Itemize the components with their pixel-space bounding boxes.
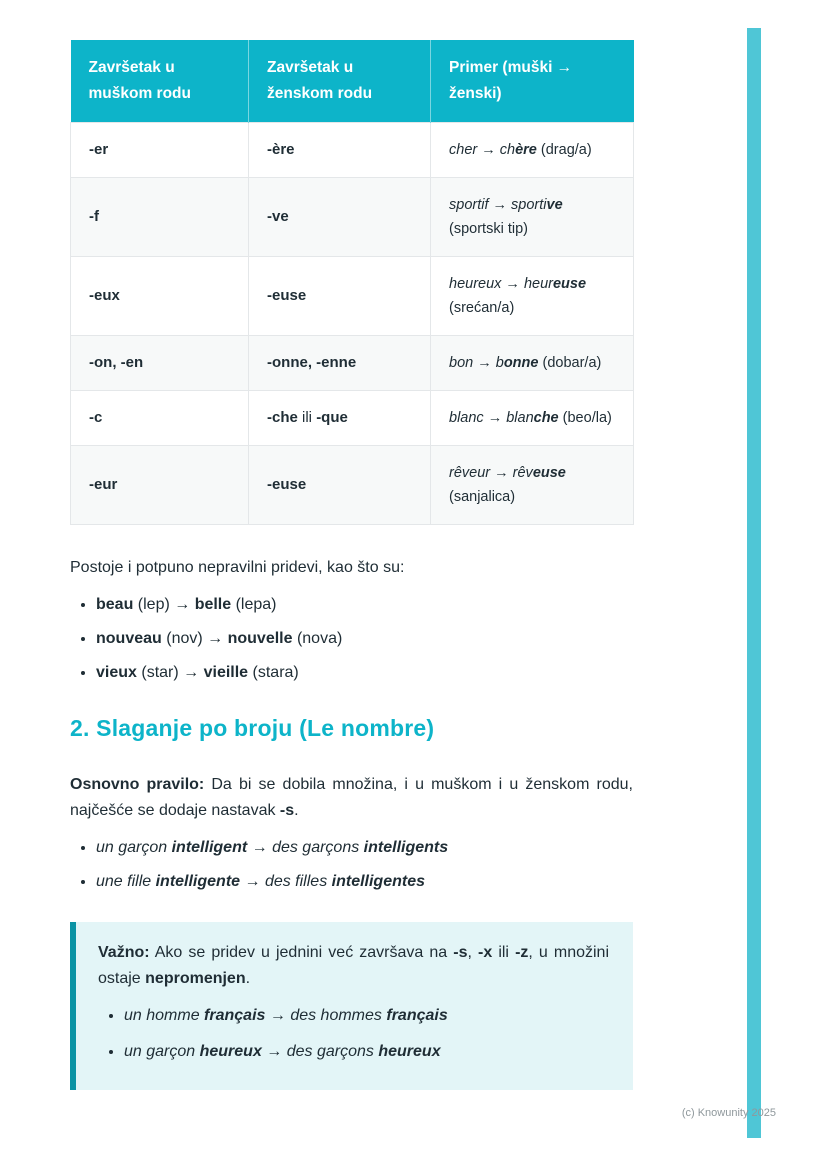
cell-feminine-ending [249,178,431,257]
text-segment: sportif → sporti [449,197,547,213]
text-segment: ère [515,142,537,158]
list-item [96,836,633,860]
text-segment: intelligent [171,839,248,856]
cell-masculine-ending [71,391,249,446]
important-callout [70,922,633,1090]
text-segment: -on, -en [89,354,144,371]
table-header-row [71,40,634,123]
text-segment: -c [89,409,103,426]
text-segment: Osnovno pravilo: [70,776,205,793]
table-row [71,336,634,391]
cell-feminine-ending [249,391,431,446]
cell-masculine-ending [71,446,249,525]
callout-examples-list [98,1004,609,1064]
cell-example [431,446,634,525]
text-segment: (srećan/a) [449,300,515,316]
text-segment: un garçon [124,1043,200,1060]
text-segment: (sanjalica) [449,489,516,505]
adjective-endings-table [70,40,634,525]
text-segment: nouvelle [227,630,293,647]
copyright-footer: (c) Knowunity 2025 [681,1107,776,1119]
table-row [71,391,634,446]
text-segment: -s [453,944,468,961]
list-item [96,627,633,651]
text-segment: intelligents [363,839,449,856]
text-segment: -z [515,944,529,961]
cell-feminine-ending [249,446,431,525]
cell-masculine-ending [71,336,249,391]
text-segment: une fille [96,873,156,890]
text-segment: → des filles [240,873,332,890]
text-segment: -f [89,208,99,225]
text-segment: ve [546,197,563,213]
text-segment: (stara) [248,664,299,681]
cell-example [431,178,634,257]
cell-example [431,123,634,178]
cell-masculine-ending [71,178,249,257]
text-segment: -er [89,141,109,158]
cell-feminine-ending [249,257,431,336]
table-row [71,123,634,178]
text-segment: -onne, -enne [267,354,357,371]
text-segment: -ve [267,208,289,225]
list-item [96,870,633,894]
cell-feminine-ending [249,123,431,178]
text-segment: (lepa) [231,596,277,613]
text-segment: -eur [89,476,118,493]
text-segment: cher → ch [449,142,516,158]
text-segment: français [386,1007,448,1024]
cell-example [431,391,634,446]
text-segment: , u množini ostaje [98,944,610,987]
header-example: Primer (muški → ženski) [431,40,634,123]
text-segment: (beo/la) [558,410,612,426]
text-segment: intelligente [155,873,241,890]
plural-rule-paragraph [70,772,633,824]
text-segment: Važno: [98,944,150,961]
text-segment: bon → b [449,355,504,371]
text-segment: (drag/a) [536,142,592,158]
list-item [124,1004,609,1028]
table-row [71,257,634,336]
text-segment: vieille [203,664,249,681]
text-segment: un garçon [96,839,172,856]
text-segment: Da bi se dobila množina, i u muškom i u ženskom rodu, najčešće se dodaje nastavak [70,776,633,819]
text-segment: un homme [124,1007,205,1024]
text-segment: → des hommes [265,1007,387,1024]
text-segment: -ère [267,141,295,158]
document-content [70,40,633,1090]
text-segment: rêveur → rêv [449,465,533,481]
text-segment: -euse [267,476,307,493]
text-segment: . [245,970,251,987]
plural-examples-list [70,836,633,894]
section-heading-number: 2. Slaganje po broju (Le nombre) [70,715,435,741]
text-segment: français [204,1007,266,1024]
text-segment: -che [267,409,298,426]
text-segment: euse [532,465,566,481]
irregular-adjectives-list [70,593,633,685]
cell-feminine-ending [249,336,431,391]
header-masculine-ending: Završetak u muškom rodu [71,40,249,123]
text-segment: heureux [199,1043,262,1060]
text-segment: (lep) → [133,596,195,613]
text-segment: ili [492,944,516,961]
text-segment: → des garçons [247,839,364,856]
text-segment: -que [316,409,348,426]
text-segment: (dobar/a) [538,355,602,371]
text-segment: heureux [378,1043,441,1060]
text-segment: -s [279,802,295,819]
table-row [71,178,634,257]
text-segment: (nova) [292,630,343,647]
header-feminine-ending: Završetak u ženskom rodu [249,40,431,123]
irregular-intro-paragraph: Postoje i potpuno nepravilni pridevi, kao što su: [70,559,405,576]
text-segment: -euse [267,287,307,304]
cell-masculine-ending [71,123,249,178]
callout-text [98,940,609,992]
cell-example [431,336,634,391]
vertical-accent-bar [747,28,761,1138]
text-segment: vieux [96,664,137,681]
cell-example [431,257,634,336]
cell-masculine-ending [71,257,249,336]
text-segment: blanc → blan [449,410,534,426]
text-segment: (nov) → [161,630,228,647]
text-segment: ili [297,409,317,426]
list-item [96,593,633,617]
text-segment: . [294,802,299,819]
adjective-table-body [71,123,634,525]
table-row [71,446,634,525]
text-segment: → des garçons [261,1043,379,1060]
text-segment: euse [552,276,587,292]
text-segment: intelligentes [331,873,425,890]
text-segment: nepromenjen [145,970,246,987]
text-segment: -eux [89,287,120,304]
list-item [124,1040,609,1064]
text-segment: belle [194,596,232,613]
text-segment: nouveau [96,630,162,647]
text-segment: onne [503,355,539,371]
text-segment: beau [96,596,134,613]
text-segment: , [467,944,479,961]
text-segment: (sportski tip) [449,221,528,237]
text-segment: -x [478,944,493,961]
list-item [96,661,633,685]
text-segment: Ako se pridev u jednini već završava na [149,944,454,961]
text-segment: che [533,410,559,426]
text-segment: (star) → [136,664,204,681]
text-segment: heureux → heur [449,276,553,292]
